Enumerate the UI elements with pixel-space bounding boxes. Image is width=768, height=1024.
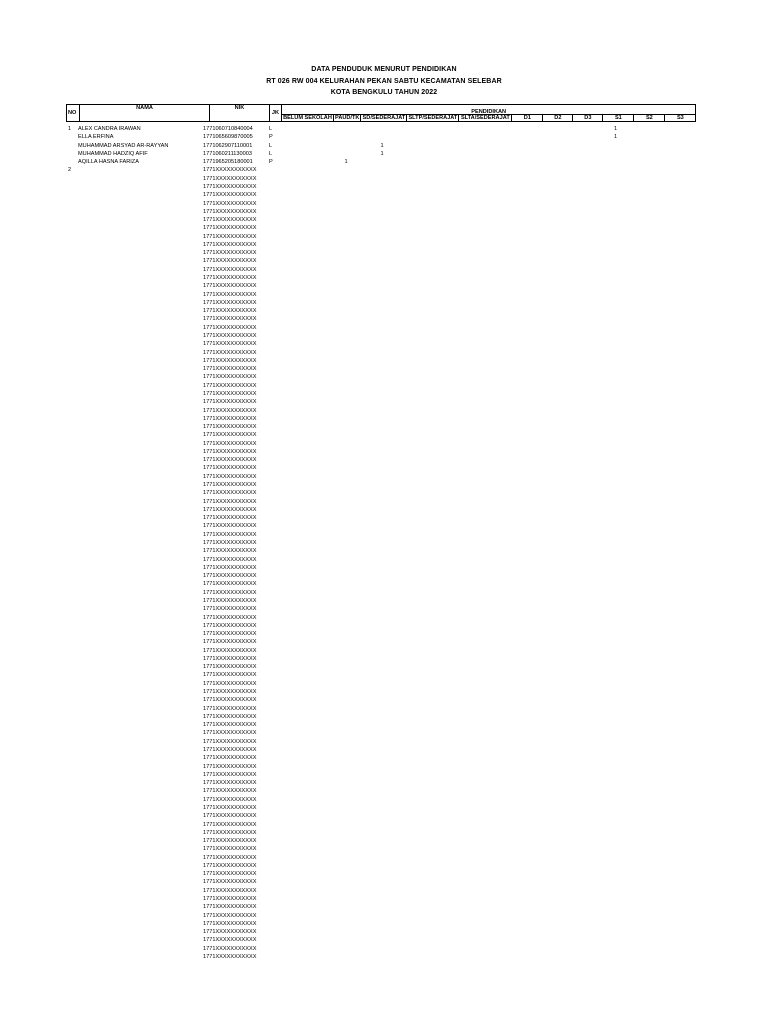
- education-table-header: [66, 104, 696, 122]
- row-nik-masked: 1771XXXXXXXXXXX: [203, 680, 257, 687]
- row-nik-masked: 1771XXXXXXXXXXX: [203, 804, 257, 811]
- row-nik-masked: 1771XXXXXXXXXXX: [203, 548, 257, 555]
- row-nik-masked: 1771XXXXXXXXXXX: [203, 399, 257, 406]
- row-no: 1: [68, 126, 72, 132]
- row-nik-masked: 1771XXXXXXXXXXX: [203, 192, 257, 199]
- row-nik-masked: 1771XXXXXXXXXXX: [203, 647, 257, 654]
- row-jk: L: [269, 142, 273, 149]
- row-nik-masked: 1771XXXXXXXXXXX: [203, 523, 257, 530]
- row-nik-masked: 1771XXXXXXXXXXX: [203, 771, 257, 778]
- row-nik-masked: 1771XXXXXXXXXXX: [203, 871, 257, 878]
- header-pendidikan-label: PENDIDIKAN: [471, 109, 507, 115]
- row-nik-masked: 1771XXXXXXXXXXX: [203, 862, 257, 869]
- row-nik: 1771965205180001: [203, 159, 253, 166]
- row-nik-masked: 1771XXXXXXXXXXX: [203, 233, 257, 240]
- row-nik-masked: 1771XXXXXXXXXXX: [203, 929, 257, 936]
- row-nik-masked: 1771XXXXXXXXXXX: [203, 788, 257, 795]
- row-nik-masked: 1771XXXXXXXXXXX: [203, 697, 257, 704]
- row-nik-masked: 1771XXXXXXXXXXX: [203, 490, 257, 497]
- row-nik-masked: 1771XXXXXXXXXXX: [203, 813, 257, 820]
- row-nik-masked: 1771XXXXXXXXXXX: [203, 299, 257, 306]
- row-nik-masked: 1771XXXXXXXXXXX: [203, 937, 257, 944]
- row-nik-masked: 1771XXXXXXXXXXX: [203, 846, 257, 853]
- row-jk: P: [269, 159, 273, 166]
- row-nik-masked: 1771XXXXXXXXXXX: [203, 275, 257, 282]
- row-nik-masked: 1771XXXXXXXXXXX: [203, 167, 257, 174]
- row-nik-masked: 1771XXXXXXXXXXX: [203, 589, 257, 596]
- row-nik-masked: 1771XXXXXXXXXXX: [203, 424, 257, 431]
- header-nama: NAMA: [80, 105, 210, 122]
- row-nik-masked: 1771XXXXXXXXXXX: [203, 747, 257, 753]
- row-nik-masked: 1771XXXXXXXXXXX: [203, 457, 257, 464]
- row-nik-masked: 1771XXXXXXXXXXX: [203, 382, 257, 389]
- header-level-belum-sekolah: BELUM SEKOLAH: [283, 115, 332, 121]
- row-nik-masked: 1771XXXXXXXXXXX: [203, 283, 257, 290]
- row-nik-masked: 1771XXXXXXXXXXX: [203, 482, 257, 489]
- header-level-slta-sederajat: SLTA/SEDERAJAT: [459, 115, 512, 122]
- row-nik-masked: 1771XXXXXXXXXXX: [203, 465, 257, 472]
- row-nik-masked: 1771XXXXXXXXXXX: [203, 225, 257, 232]
- row-nik-masked: 1771XXXXXXXXXXX: [203, 448, 257, 455]
- row-nik-masked: 1771XXXXXXXXXXX: [203, 308, 257, 315]
- row-nik-masked: 1771XXXXXXXXXXX: [203, 531, 257, 538]
- row-nik: 1771060211130003: [203, 150, 252, 157]
- row-nik-masked: 1771XXXXXXXXXXX: [203, 838, 257, 845]
- row-nik-masked: 1771XXXXXXXXXXX: [203, 407, 257, 414]
- row-nik-masked: 1771XXXXXXXXXXX: [203, 374, 257, 381]
- row-nik-masked: 1771XXXXXXXXXXX: [203, 316, 257, 323]
- row-nik-masked: 1771XXXXXXXXXXX: [203, 506, 257, 513]
- row-nik-masked: 1771XXXXXXXXXXX: [203, 390, 257, 397]
- row-nik-masked: 1771XXXXXXXXXXX: [203, 366, 257, 373]
- row-jk: L: [269, 150, 273, 157]
- row-nik-masked: 1771XXXXXXXXXXX: [203, 780, 257, 787]
- row-nik-masked: 1771XXXXXXXXXXX: [203, 357, 257, 364]
- row-nik: 1771060710840004: [203, 126, 253, 132]
- row-nik-masked: 1771XXXXXXXXXXX: [203, 266, 257, 273]
- row-nik-masked: 1771XXXXXXXXXXX: [203, 540, 257, 546]
- row-nik-masked: 1771XXXXXXXXXXX: [203, 664, 257, 671]
- row-nik-masked: 1771XXXXXXXXXXX: [203, 473, 257, 480]
- row-nik-masked: 1771XXXXXXXXXXX: [203, 208, 257, 215]
- row-nik-masked: 1771XXXXXXXXXXX: [203, 614, 257, 621]
- row-pendidikan-mark: 1: [380, 150, 384, 157]
- row-nama: MUHAMMAD HADZIQ AFIF: [78, 150, 148, 157]
- row-nik-masked: 1771XXXXXXXXXXX: [203, 333, 257, 339]
- row-nik-masked: 1771XXXXXXXXXXX: [203, 904, 257, 911]
- row-nama: AQILLA HASNA FARIZA: [78, 159, 139, 166]
- row-no: 2: [68, 167, 72, 174]
- row-nik-masked: 1771XXXXXXXXXXX: [203, 755, 257, 762]
- title-line-3: KOTA BENGKULU TAHUN 2022: [330, 89, 438, 96]
- row-nama: ALEX CANDRA IRAWAN: [78, 126, 141, 132]
- header-jk: JK: [270, 105, 282, 122]
- row-nik-masked: 1771XXXXXXXXXXX: [203, 183, 257, 190]
- row-nik-masked: 1771XXXXXXXXXXX: [203, 415, 257, 422]
- row-nik-masked: 1771XXXXXXXXXXX: [203, 606, 257, 613]
- header-level-d1: D1: [512, 115, 543, 122]
- row-nik-masked: 1771XXXXXXXXXXX: [203, 349, 257, 356]
- row-nik-masked: 1771XXXXXXXXXXX: [203, 887, 257, 894]
- header-level-sltp-sederajat: SLTP/SEDERAJAT: [408, 115, 458, 121]
- row-nik-masked: 1771XXXXXXXXXXX: [203, 564, 257, 571]
- row-nik-masked: 1771XXXXXXXXXXX: [203, 738, 257, 745]
- header-pendidikan: [282, 105, 696, 115]
- row-nik-masked: 1771XXXXXXXXXXX: [203, 597, 257, 604]
- row-nik-masked: 1771XXXXXXXXXXX: [203, 829, 257, 836]
- row-nik: 1771065609870005: [203, 134, 253, 141]
- row-pendidikan-mark: 1: [380, 142, 384, 149]
- row-nik-masked: 1771XXXXXXXXXXX: [203, 200, 257, 207]
- header-nik: NIK: [210, 105, 270, 122]
- row-nik-masked: 1771XXXXXXXXXXX: [203, 920, 257, 927]
- row-nik-masked: 1771XXXXXXXXXXX: [203, 573, 257, 580]
- row-nik-masked: 1771XXXXXXXXXXX: [203, 440, 257, 447]
- row-nik-masked: 1771XXXXXXXXXXX: [203, 217, 257, 224]
- row-nik-masked: 1771XXXXXXXXXXX: [203, 250, 257, 257]
- header-level-paud-tk: PAUD/TK: [335, 115, 360, 121]
- header-level-d2: D2: [543, 115, 573, 122]
- row-nama: ELLA ERFINA: [78, 134, 114, 141]
- row-nik-masked: 1771XXXXXXXXXXX: [203, 655, 257, 662]
- row-nik-masked: 1771XXXXXXXXXXX: [203, 945, 257, 952]
- row-nik-masked: 1771XXXXXXXXXXX: [203, 672, 257, 679]
- header-level-s3: S3: [665, 115, 696, 122]
- header-level-s2: S2: [634, 115, 665, 122]
- row-nik-masked: 1771XXXXXXXXXXX: [203, 631, 257, 638]
- row-jk: P: [269, 134, 273, 141]
- row-pendidikan-mark: 1: [344, 159, 348, 166]
- row-nik-masked: 1771XXXXXXXXXXX: [203, 241, 257, 248]
- row-nik-masked: 1771XXXXXXXXXXX: [203, 498, 257, 505]
- header-no: NO: [67, 105, 80, 122]
- row-nik-masked: 1771XXXXXXXXXXX: [203, 879, 257, 886]
- header-level-s1: S1: [603, 115, 634, 122]
- row-nik-masked: 1771XXXXXXXXXXX: [203, 954, 257, 960]
- row-nik-masked: 1771XXXXXXXXXXX: [203, 689, 257, 696]
- row-nik-masked: 1771XXXXXXXXXXX: [203, 796, 257, 803]
- row-nik-masked: 1771XXXXXXXXXXX: [203, 341, 257, 348]
- row-nama: MUHAMMAD ARSYAD AR-RAYYAN: [78, 142, 169, 149]
- row-nik-masked: 1771XXXXXXXXXXX: [203, 556, 257, 563]
- row-nik-masked: 1771XXXXXXXXXXX: [203, 912, 257, 919]
- row-nik-masked: 1771XXXXXXXXXXX: [203, 175, 257, 182]
- row-nik-masked: 1771XXXXXXXXXXX: [203, 622, 257, 629]
- row-nik-masked: 1771XXXXXXXXXXX: [203, 324, 257, 331]
- row-nik-masked: 1771XXXXXXXXXXX: [203, 515, 257, 522]
- row-nik-masked: 1771XXXXXXXXXXX: [203, 821, 257, 828]
- row-nik-masked: 1771XXXXXXXXXXX: [203, 639, 257, 646]
- row-nik-masked: 1771XXXXXXXXXXX: [203, 722, 257, 729]
- row-nik: 1771062907110001: [203, 142, 253, 149]
- row-nik-masked: 1771XXXXXXXXXXX: [203, 896, 257, 903]
- row-nik-masked: 1771XXXXXXXXXXX: [203, 854, 257, 861]
- header-level-d3: D3: [573, 115, 603, 122]
- row-nik-masked: 1771XXXXXXXXXXX: [203, 730, 257, 737]
- row-pendidikan-mark: 1: [613, 126, 618, 132]
- title-line-1: DATA PENDUDUK MENURUT PENDIDIKAN: [311, 66, 457, 73]
- row-nik-masked: 1771XXXXXXXXXXX: [203, 713, 257, 720]
- row-nik-masked: 1771XXXXXXXXXXX: [203, 763, 257, 770]
- row-nik-masked: 1771XXXXXXXXXXX: [203, 291, 257, 298]
- row-nik-masked: 1771XXXXXXXXXXX: [203, 581, 257, 588]
- title-line-2: RT 026 RW 004 KELURAHAN PEKAN SABTU KECAMATAN SELEBAR: [266, 78, 502, 85]
- header-level-sd-sederajat: SD/SEDERAJAT: [362, 115, 406, 121]
- row-nik-masked: 1771XXXXXXXXXXX: [203, 432, 257, 439]
- row-pendidikan-mark: 1: [613, 134, 618, 141]
- row-nik-masked: 1771XXXXXXXXXXX: [203, 705, 257, 712]
- row-nik-masked: 1771XXXXXXXXXXX: [203, 258, 257, 265]
- row-jk: L: [269, 126, 273, 132]
